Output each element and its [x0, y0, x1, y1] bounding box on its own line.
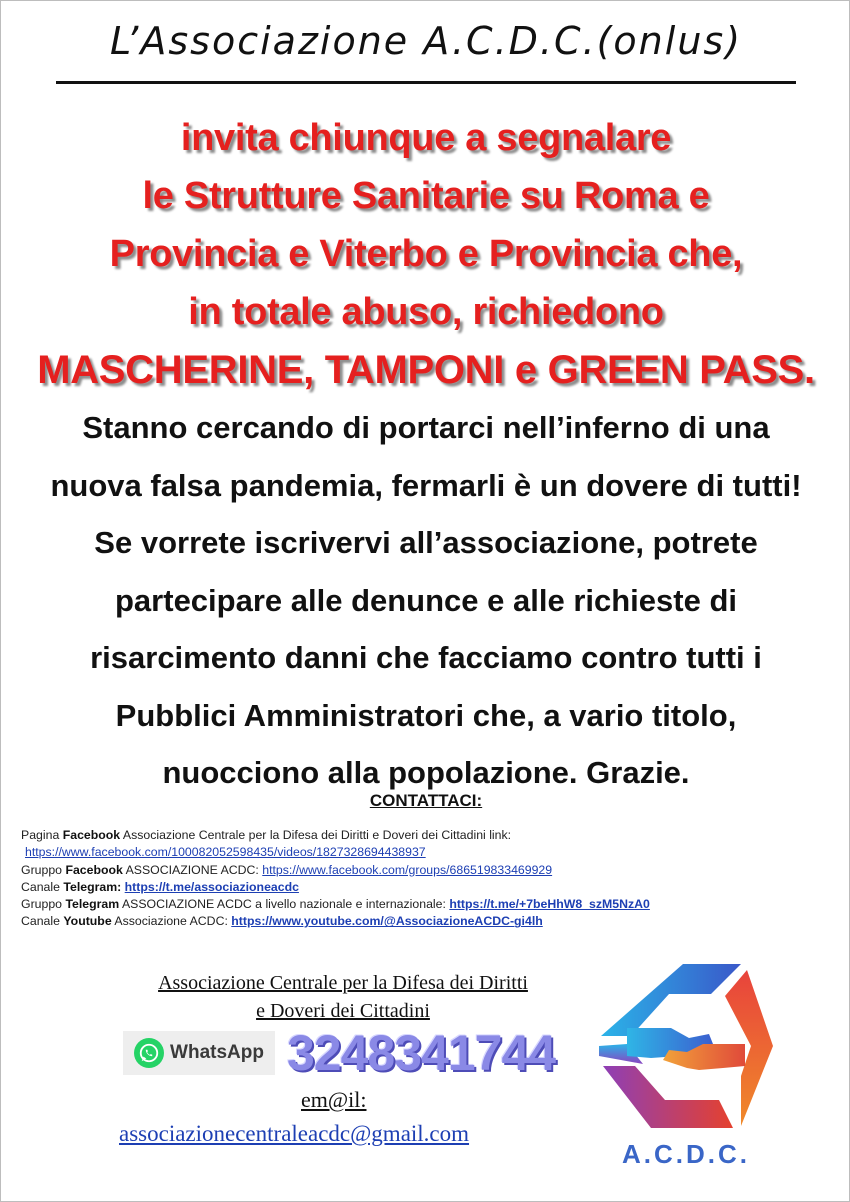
- link-prefix: Pagina: [21, 828, 63, 842]
- link-text: ASSOCIAZIONE ACDC a livello nazionale e internazionale:: [119, 897, 450, 912]
- black-line: risarcimento danni che facciamo contro tutti i: [90, 640, 762, 675]
- association-name: [93, 969, 593, 1025]
- link-text: Associazione ACDC:: [111, 914, 232, 929]
- whatsapp-badge[interactable]: [123, 1031, 275, 1075]
- link-prefix: Canale: [21, 879, 64, 894]
- telegram-group-link[interactable]: https://t.me/+7beHhW8_szM5NzA0: [449, 897, 650, 912]
- contact-heading: CONTATTACI:: [369, 791, 483, 810]
- black-line: Se vorrete iscrivervi all’associazione, potrete: [94, 525, 758, 560]
- telegram-channel-link[interactable]: https://t.me/associazioneacdc: [124, 879, 299, 894]
- facebook-page-line: [21, 827, 841, 844]
- phone-number[interactable]: 3248341744: [287, 1025, 556, 1081]
- contact-links: [21, 827, 841, 931]
- link-bold: Facebook: [62, 828, 121, 842]
- black-line: nuova falsa pandemia, fermarli è un dovere di tutti!: [50, 467, 802, 503]
- handshake-logo-icon: [591, 956, 781, 1136]
- link-text: Associazione Centrale per la Difesa dei Diritti e Doveri dei Cittadini link:: [120, 828, 512, 842]
- black-line: Stanno cercando di portarci nell’inferno di una: [82, 410, 770, 445]
- facebook-group-link[interactable]: https://www.facebook.com/groups/686519833469929: [262, 862, 553, 877]
- red-line: le Strutture Sanitarie su Roma e: [142, 175, 710, 217]
- red-line: MASCHERINE, TAMPONI e GREEN PASS.: [37, 348, 815, 392]
- logo-text: A.C.D.C.: [622, 1139, 750, 1169]
- association-name-line1: Associazione Centrale per la Difesa dei Diritti: [158, 972, 528, 994]
- facebook-group-line: [21, 862, 841, 879]
- link-prefix: Gruppo: [21, 862, 66, 877]
- red-line: invita chiunque a segnalare: [180, 117, 672, 159]
- black-line: Pubblici Amministratori che, a vario titolo,: [115, 697, 737, 733]
- facebook-page-link[interactable]: https://www.facebook.com/100082052598435/videos/1827328694438937: [25, 845, 426, 860]
- email-link[interactable]: associazionecentraleacdc@gmail.com: [119, 1121, 470, 1146]
- link-bold: Facebook: [65, 862, 123, 877]
- whatsapp-icon: [134, 1038, 164, 1068]
- appeal-red-text: [11, 109, 841, 399]
- black-line: nuocciono alla popolazione. Grazie.: [162, 755, 690, 790]
- whatsapp-label: WhatsApp: [170, 1042, 264, 1063]
- link-bold: Telegram:: [63, 879, 122, 894]
- link-bold: Telegram: [65, 897, 120, 912]
- link-prefix: Gruppo: [21, 897, 66, 912]
- red-line: Provincia e Viterbo e Provincia che,: [109, 233, 743, 275]
- telegram-group-line: [21, 896, 841, 913]
- email-label: em@il:: [301, 1087, 367, 1112]
- black-line: partecipare alle denunce e alle richieste di: [115, 582, 737, 618]
- telegram-channel-line: [21, 879, 841, 896]
- link-prefix: Canale: [21, 914, 64, 929]
- facebook-page-url-line: [21, 844, 841, 861]
- title-underline: [56, 81, 796, 84]
- link-text: ASSOCIAZIONE ACDC:: [122, 862, 263, 877]
- appeal-black-text: [11, 399, 841, 802]
- link-bold: Youtube: [63, 914, 112, 929]
- association-name-line2: e Doveri dei Cittadini: [256, 1000, 430, 1022]
- red-line: in totale abuso, richiedono: [188, 291, 664, 333]
- page-title: L’Associazione A.C.D.C.(onlus): [109, 19, 743, 63]
- youtube-channel-link[interactable]: https://www.youtube.com/@AssociazioneACDC-gi4lh: [231, 914, 543, 929]
- youtube-channel-line: [21, 913, 841, 930]
